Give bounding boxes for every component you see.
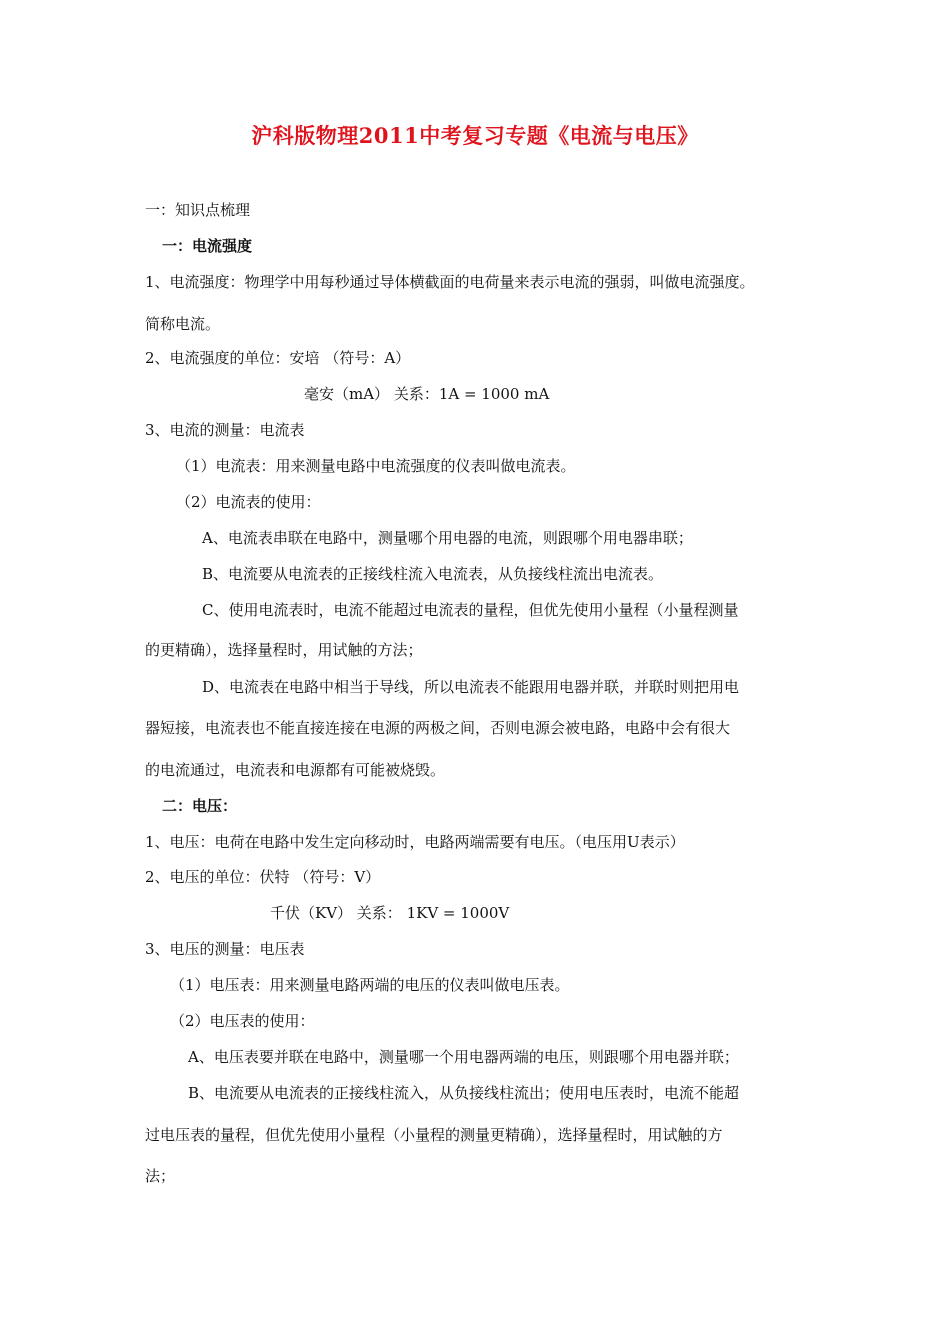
text-line: 法； bbox=[145, 1167, 176, 1185]
text-line: 的更精确），选择量程时，用试触的方法； bbox=[145, 641, 423, 659]
section-heading: 一：知识点梳理 bbox=[145, 201, 251, 219]
text-line: （2）电流表的使用： bbox=[176, 493, 321, 511]
text-line: 简称电流。 bbox=[145, 315, 221, 333]
text-line: A、电压表要并联在电路中，测量哪一个用电器两端的电压，则跟哪个用电器并联； bbox=[188, 1048, 739, 1066]
subsection-heading-current: 一：电流强度 bbox=[162, 237, 253, 255]
text-line: 毫安（mA） 关系：1A = 1000 mA bbox=[304, 385, 550, 403]
text-line: A、电流表串联在电路中，测量哪个用电器的电流，则跟哪个用电器串联； bbox=[202, 529, 693, 547]
text-line: 的电流通过，电流表和电源都有可能被烧毁。 bbox=[145, 761, 446, 779]
text-line: B、电流要从电流表的正接线柱流入，从负接线柱流出；使用电压表时，电流不能超 bbox=[188, 1084, 740, 1102]
text-line: （2）电压表的使用： bbox=[170, 1012, 315, 1030]
document-title: 沪科版物理2011中考复习专题《电流与电压》 bbox=[251, 123, 699, 148]
text-line: 2、电流强度的单位：安培 （符号：A） bbox=[145, 349, 411, 367]
subsection-heading-voltage: 二：电压： bbox=[162, 797, 238, 815]
text-line: （1）电流表：用来测量电路中电流强度的仪表叫做电流表。 bbox=[176, 457, 576, 475]
text-line: 过电压表的量程，但优先使用小量程（小量程的测量更精确），选择量程时，用试触的方 bbox=[145, 1126, 723, 1144]
text-line: 3、电流的测量：电流表 bbox=[145, 421, 305, 439]
text-line: C、使用电流表时，电流不能超过电流表的量程，但优先使用小量程（小量程测量 bbox=[202, 601, 739, 619]
text-line: 3、电压的测量：电压表 bbox=[145, 940, 305, 958]
text-line: （1）电压表：用来测量电路两端的电压的仪表叫做电压表。 bbox=[170, 976, 570, 994]
text-line: D、电流表在电路中相当于导线，所以电流表不能跟用电器并联，并联时则把用电 bbox=[202, 678, 740, 696]
text-line: 2、电压的单位：伏特 （符号：V） bbox=[145, 868, 381, 886]
text-line: 千伏（KV） 关系： 1KV = 1000V bbox=[270, 904, 510, 922]
text-line: 1、电流强度：物理学中用每秒通过导体横截面的电荷量来表示电流的强弱，叫做电流强度。 bbox=[145, 273, 755, 291]
text-line: 1、电压：电荷在电路中发生定向移动时，电路两端需要有电压。（电压用U表示） bbox=[145, 833, 685, 851]
text-line: 器短接，电流表也不能直接连接在电源的两极之间，否则电源会被电路，电路中会有很大 bbox=[145, 719, 731, 737]
text-line: B、电流要从电流表的正接线柱流入电流表，从负接线柱流出电流表。 bbox=[202, 565, 664, 583]
